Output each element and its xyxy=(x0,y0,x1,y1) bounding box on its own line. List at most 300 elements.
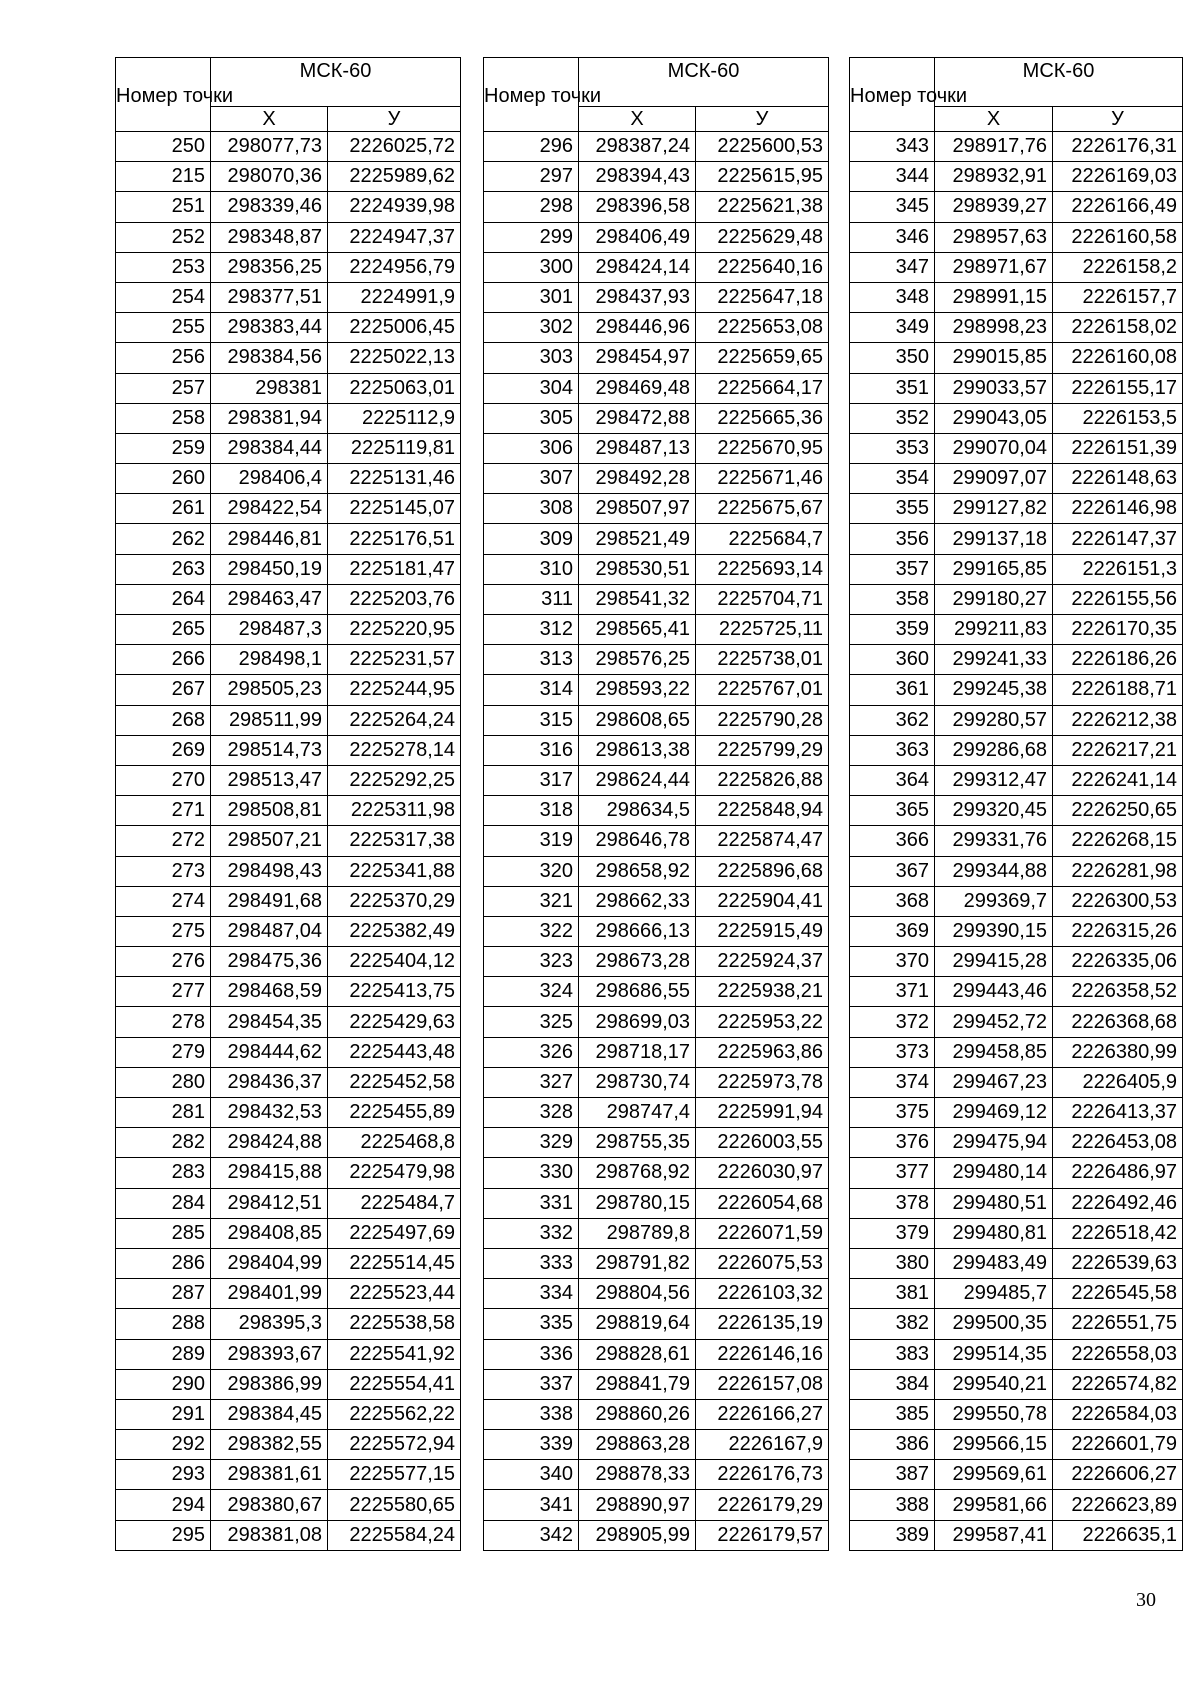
table-row xyxy=(116,222,461,252)
x-coordinate-cell: 298382,55 xyxy=(211,1430,328,1460)
y-coordinate-cell: 2225112,9 xyxy=(328,403,461,433)
point-number-cell: 311 xyxy=(484,584,579,614)
y-coordinate-cell: 2225231,57 xyxy=(328,645,461,675)
y-coordinate-cell: 2225292,25 xyxy=(328,765,461,795)
x-coordinate-cell: 298860,26 xyxy=(579,1399,696,1429)
y-coordinate-cell: 2225523,44 xyxy=(328,1279,461,1309)
table-row xyxy=(116,826,461,856)
y-coordinate-cell: 2226155,17 xyxy=(1053,373,1183,403)
y-coordinate-cell: 2226551,75 xyxy=(1053,1309,1183,1339)
x-coordinate-cell: 299280,57 xyxy=(935,705,1053,735)
y-coordinate-cell: 2225572,94 xyxy=(328,1430,461,1460)
x-coordinate-cell: 298541,32 xyxy=(579,584,696,614)
y-coordinate-cell: 2226167,9 xyxy=(696,1430,829,1460)
y-coordinate-cell: 2226250,65 xyxy=(1053,796,1183,826)
x-coordinate-cell: 298381,61 xyxy=(211,1460,328,1490)
point-number-cell: 321 xyxy=(484,886,579,916)
table-row xyxy=(116,1369,461,1399)
x-coordinate-cell: 298658,92 xyxy=(579,856,696,886)
x-coordinate-cell: 298432,53 xyxy=(211,1098,328,1128)
x-coordinate-cell: 298077,73 xyxy=(211,132,328,162)
table-row xyxy=(850,494,1183,524)
x-coordinate-cell: 298492,28 xyxy=(579,464,696,494)
y-coordinate-cell: 2226179,57 xyxy=(696,1520,829,1550)
point-number-cell: 377 xyxy=(850,1158,935,1188)
x-coordinate-cell: 298487,13 xyxy=(579,433,696,463)
x-coordinate-cell: 298437,93 xyxy=(579,282,696,312)
y-coordinate-cell: 2225370,29 xyxy=(328,886,461,916)
y-coordinate-cell: 2226103,32 xyxy=(696,1279,829,1309)
y-coordinate-cell: 2225665,36 xyxy=(696,403,829,433)
table-row xyxy=(484,373,829,403)
y-coordinate-cell: 2226135,19 xyxy=(696,1309,829,1339)
y-coordinate-cell: 2225119,81 xyxy=(328,433,461,463)
y-coordinate-cell: 2226003,55 xyxy=(696,1128,829,1158)
x-coordinate-cell: 298905,99 xyxy=(579,1520,696,1550)
x-coordinate-cell: 298469,48 xyxy=(579,373,696,403)
table-row xyxy=(116,645,461,675)
point-number-cell: 287 xyxy=(116,1279,211,1309)
table-row xyxy=(116,765,461,795)
table-row xyxy=(484,1098,829,1128)
y-coordinate-cell: 2226176,31 xyxy=(1053,132,1183,162)
table-row xyxy=(850,1309,1183,1339)
x-coordinate-cell: 298508,81 xyxy=(211,796,328,826)
point-number-cell: 262 xyxy=(116,524,211,554)
y-coordinate-cell: 2226268,15 xyxy=(1053,826,1183,856)
point-number-cell: 332 xyxy=(484,1218,579,1248)
point-number-cell: 270 xyxy=(116,765,211,795)
x-coordinate-cell: 298730,74 xyxy=(579,1067,696,1097)
x-coordinate-cell: 298998,23 xyxy=(935,313,1053,343)
table-row xyxy=(116,464,461,494)
x-coordinate-cell: 299015,85 xyxy=(935,343,1053,373)
x-coordinate-cell: 298384,56 xyxy=(211,343,328,373)
y-coordinate-cell: 2226176,73 xyxy=(696,1460,829,1490)
point-number-cell: 382 xyxy=(850,1309,935,1339)
point-number-cell: 298 xyxy=(484,192,579,222)
point-number-cell: 261 xyxy=(116,494,211,524)
table-row xyxy=(484,162,829,192)
y-coordinate-cell: 2225600,53 xyxy=(696,132,829,162)
table-row xyxy=(116,1037,461,1067)
x-coordinate-cell: 298463,47 xyxy=(211,584,328,614)
y-coordinate-cell: 2225725,11 xyxy=(696,615,829,645)
point-number-cell: 327 xyxy=(484,1067,579,1097)
table-row xyxy=(484,1218,829,1248)
x-coordinate-cell: 299097,07 xyxy=(935,464,1053,494)
x-coordinate-cell: 298971,67 xyxy=(935,252,1053,282)
y-coordinate-cell: 2226147,37 xyxy=(1053,524,1183,554)
point-number-cell: 361 xyxy=(850,675,935,705)
point-number-cell: 378 xyxy=(850,1188,935,1218)
table-row xyxy=(116,916,461,946)
x-coordinate-cell: 298514,73 xyxy=(211,735,328,765)
x-coordinate-cell: 298436,37 xyxy=(211,1067,328,1097)
point-number-cell: 293 xyxy=(116,1460,211,1490)
point-number-cell: 344 xyxy=(850,162,935,192)
x-coordinate-cell: 299180,27 xyxy=(935,584,1053,614)
x-coordinate-cell: 298384,44 xyxy=(211,433,328,463)
y-coordinate-cell: 2225497,69 xyxy=(328,1218,461,1248)
x-coordinate-cell: 298747,4 xyxy=(579,1098,696,1128)
y-coordinate-cell: 2225647,18 xyxy=(696,282,829,312)
y-coordinate-cell: 2225429,63 xyxy=(328,1007,461,1037)
table-row xyxy=(116,1188,461,1218)
y-coordinate-cell: 2225468,8 xyxy=(328,1128,461,1158)
y-coordinate-cell: 2226335,06 xyxy=(1053,947,1183,977)
table-row xyxy=(484,1007,829,1037)
table-row xyxy=(484,1460,829,1490)
table-body xyxy=(484,132,829,1551)
table-row xyxy=(850,1188,1183,1218)
x-coordinate-cell: 298634,5 xyxy=(579,796,696,826)
point-number-header: Номер точки xyxy=(484,58,579,132)
x-coordinate-cell: 298699,03 xyxy=(579,1007,696,1037)
x-coordinate-cell: 299452,72 xyxy=(935,1007,1053,1037)
table-row xyxy=(484,615,829,645)
x-coordinate-cell: 298395,3 xyxy=(211,1309,328,1339)
x-coordinate-cell: 298718,17 xyxy=(579,1037,696,1067)
point-number-cell: 342 xyxy=(484,1520,579,1550)
point-number-cell: 345 xyxy=(850,192,935,222)
x-coordinate-cell: 298878,33 xyxy=(579,1460,696,1490)
table-row xyxy=(484,1037,829,1067)
y-coordinate-cell: 2225671,46 xyxy=(696,464,829,494)
point-number-cell: 363 xyxy=(850,735,935,765)
table-row xyxy=(850,1037,1183,1067)
y-coordinate-cell: 2226148,63 xyxy=(1053,464,1183,494)
x-coordinate-cell: 298487,3 xyxy=(211,615,328,645)
point-number-cell: 255 xyxy=(116,313,211,343)
point-number-cell: 349 xyxy=(850,313,935,343)
y-coordinate-cell: 2226188,71 xyxy=(1053,675,1183,705)
point-number-cell: 315 xyxy=(484,705,579,735)
table-row xyxy=(484,1248,829,1278)
y-coordinate-cell: 2225145,07 xyxy=(328,494,461,524)
point-number-cell: 318 xyxy=(484,796,579,826)
y-coordinate-cell: 2226300,53 xyxy=(1053,886,1183,916)
x-coordinate-cell: 298406,4 xyxy=(211,464,328,494)
x-coordinate-cell: 298673,28 xyxy=(579,947,696,977)
point-number-cell: 375 xyxy=(850,1098,935,1128)
x-coordinate-cell: 298505,23 xyxy=(211,675,328,705)
x-coordinate-cell: 298408,85 xyxy=(211,1218,328,1248)
x-coordinate-cell: 298446,96 xyxy=(579,313,696,343)
table-row xyxy=(850,705,1183,735)
y-coordinate-cell: 2226558,03 xyxy=(1053,1339,1183,1369)
table-row xyxy=(484,1128,829,1158)
table-row xyxy=(850,162,1183,192)
coordinate-system-header: МСК-60 xyxy=(579,58,829,107)
y-coordinate-cell: 2225675,67 xyxy=(696,494,829,524)
point-number-cell: 346 xyxy=(850,222,935,252)
table-row xyxy=(850,222,1183,252)
y-coordinate-cell: 2225848,94 xyxy=(696,796,829,826)
point-number-cell: 367 xyxy=(850,856,935,886)
table-row xyxy=(850,1520,1183,1550)
y-coordinate-cell: 2226170,35 xyxy=(1053,615,1183,645)
y-coordinate-cell: 2226315,26 xyxy=(1053,916,1183,946)
table-row xyxy=(116,1158,461,1188)
x-coordinate-cell: 298511,99 xyxy=(211,705,328,735)
table-row xyxy=(484,494,829,524)
table-row xyxy=(116,584,461,614)
y-coordinate-cell: 2225615,95 xyxy=(696,162,829,192)
x-coordinate-cell: 298339,46 xyxy=(211,192,328,222)
y-coordinate-cell: 2225693,14 xyxy=(696,554,829,584)
point-number-cell: 268 xyxy=(116,705,211,735)
y-coordinate-cell: 2225621,38 xyxy=(696,192,829,222)
y-coordinate-cell: 2225664,17 xyxy=(696,373,829,403)
x-header: Х xyxy=(579,107,696,132)
y-coordinate-cell: 2225541,92 xyxy=(328,1339,461,1369)
table-row xyxy=(850,977,1183,1007)
point-number-cell: 309 xyxy=(484,524,579,554)
x-coordinate-cell: 299165,85 xyxy=(935,554,1053,584)
table-row xyxy=(850,282,1183,312)
y-coordinate-cell: 2225904,41 xyxy=(696,886,829,916)
table-row xyxy=(116,1490,461,1520)
point-number-cell: 356 xyxy=(850,524,935,554)
x-coordinate-cell: 298939,27 xyxy=(935,192,1053,222)
point-number-cell: 348 xyxy=(850,282,935,312)
point-number-cell: 282 xyxy=(116,1128,211,1158)
table-row xyxy=(484,826,829,856)
y-coordinate-cell: 2225203,76 xyxy=(328,584,461,614)
table-row xyxy=(116,373,461,403)
x-coordinate-cell: 299469,12 xyxy=(935,1098,1053,1128)
x-coordinate-cell: 298381 xyxy=(211,373,328,403)
point-number-cell: 370 xyxy=(850,947,935,977)
y-coordinate-cell: 2226157,08 xyxy=(696,1369,829,1399)
point-number-cell: 326 xyxy=(484,1037,579,1067)
table-row xyxy=(484,1158,829,1188)
table-row xyxy=(850,1279,1183,1309)
point-number-cell: 292 xyxy=(116,1430,211,1460)
x-coordinate-cell: 298406,49 xyxy=(579,222,696,252)
y-coordinate-cell: 2225973,78 xyxy=(696,1067,829,1097)
table-row xyxy=(116,705,461,735)
y-coordinate-cell: 2226635,1 xyxy=(1053,1520,1183,1550)
point-number-cell: 300 xyxy=(484,252,579,282)
y-coordinate-cell: 2225896,68 xyxy=(696,856,829,886)
table-row xyxy=(116,1520,461,1550)
y-coordinate-cell: 2226623,89 xyxy=(1053,1490,1183,1520)
coordinate-system-header: МСК-60 xyxy=(935,58,1183,107)
x-coordinate-cell: 298768,92 xyxy=(579,1158,696,1188)
point-number-cell: 263 xyxy=(116,554,211,584)
table-row xyxy=(484,735,829,765)
table-row xyxy=(850,1460,1183,1490)
point-number-cell: 372 xyxy=(850,1007,935,1037)
y-coordinate-cell: 2226166,49 xyxy=(1053,192,1183,222)
point-number-cell: 331 xyxy=(484,1188,579,1218)
y-coordinate-cell: 2226151,3 xyxy=(1053,554,1183,584)
point-number-cell: 334 xyxy=(484,1279,579,1309)
table-row xyxy=(850,947,1183,977)
y-coordinate-cell: 2225131,46 xyxy=(328,464,461,494)
point-number-cell: 376 xyxy=(850,1128,935,1158)
x-coordinate-cell: 298446,81 xyxy=(211,524,328,554)
point-number-cell: 256 xyxy=(116,343,211,373)
x-coordinate-cell: 298387,24 xyxy=(579,132,696,162)
y-coordinate-cell: 2225538,58 xyxy=(328,1309,461,1339)
x-coordinate-cell: 298646,78 xyxy=(579,826,696,856)
x-coordinate-cell: 298424,14 xyxy=(579,252,696,282)
y-coordinate-cell: 2226186,26 xyxy=(1053,645,1183,675)
point-number-cell: 358 xyxy=(850,584,935,614)
table-row xyxy=(116,615,461,645)
y-coordinate-cell: 2225452,58 xyxy=(328,1067,461,1097)
coordinates-table-1 xyxy=(115,57,461,1551)
y-coordinate-cell: 2226146,98 xyxy=(1053,494,1183,524)
y-coordinate-cell: 2225264,24 xyxy=(328,705,461,735)
point-number-cell: 384 xyxy=(850,1369,935,1399)
point-number-cell: 316 xyxy=(484,735,579,765)
table-row xyxy=(850,1430,1183,1460)
x-coordinate-cell: 298662,33 xyxy=(579,886,696,916)
y-coordinate-cell: 2225874,47 xyxy=(696,826,829,856)
table-row xyxy=(850,1218,1183,1248)
y-coordinate-cell: 2226160,08 xyxy=(1053,343,1183,373)
y-coordinate-cell: 2226518,42 xyxy=(1053,1218,1183,1248)
point-number-cell: 286 xyxy=(116,1248,211,1278)
table-row xyxy=(850,645,1183,675)
table-row xyxy=(484,1430,829,1460)
coordinates-table-3 xyxy=(849,57,1183,1551)
x-coordinate-cell: 298780,15 xyxy=(579,1188,696,1218)
table-row xyxy=(850,826,1183,856)
y-coordinate-cell: 2226075,53 xyxy=(696,1248,829,1278)
x-coordinate-cell: 298789,8 xyxy=(579,1218,696,1248)
point-number-cell: 368 xyxy=(850,886,935,916)
point-number-cell: 340 xyxy=(484,1460,579,1490)
x-coordinate-cell: 298819,64 xyxy=(579,1309,696,1339)
point-number-cell: 383 xyxy=(850,1339,935,1369)
x-coordinate-cell: 298828,61 xyxy=(579,1339,696,1369)
point-number-cell: 379 xyxy=(850,1218,935,1248)
x-coordinate-cell: 298498,1 xyxy=(211,645,328,675)
y-coordinate-cell: 2226157,7 xyxy=(1053,282,1183,312)
table-row xyxy=(850,1128,1183,1158)
x-coordinate-cell: 299569,61 xyxy=(935,1460,1053,1490)
point-number-cell: 374 xyxy=(850,1067,935,1097)
point-number-cell: 336 xyxy=(484,1339,579,1369)
table-row xyxy=(116,1128,461,1158)
y-coordinate-cell: 2226545,58 xyxy=(1053,1279,1183,1309)
x-coordinate-cell: 299485,7 xyxy=(935,1279,1053,1309)
x-coordinate-cell: 299480,14 xyxy=(935,1158,1053,1188)
x-coordinate-cell: 298530,51 xyxy=(579,554,696,584)
y-coordinate-cell: 2225176,51 xyxy=(328,524,461,554)
x-coordinate-cell: 299241,33 xyxy=(935,645,1053,675)
table-row xyxy=(116,735,461,765)
x-coordinate-cell: 299587,41 xyxy=(935,1520,1053,1550)
table-row xyxy=(484,1369,829,1399)
x-coordinate-cell: 299550,78 xyxy=(935,1399,1053,1429)
x-coordinate-cell: 299127,82 xyxy=(935,494,1053,524)
x-coordinate-cell: 299443,46 xyxy=(935,977,1053,1007)
point-number-cell: 266 xyxy=(116,645,211,675)
point-number-cell: 328 xyxy=(484,1098,579,1128)
table-row xyxy=(484,524,829,554)
point-number-cell: 317 xyxy=(484,765,579,795)
y-coordinate-cell: 2225404,12 xyxy=(328,947,461,977)
table-row xyxy=(484,1520,829,1550)
point-number-cell: 325 xyxy=(484,1007,579,1037)
x-coordinate-cell: 298498,43 xyxy=(211,856,328,886)
y-coordinate-cell: 2225006,45 xyxy=(328,313,461,343)
x-coordinate-cell: 298454,35 xyxy=(211,1007,328,1037)
y-coordinate-cell: 2226030,97 xyxy=(696,1158,829,1188)
y-coordinate-cell: 2226179,29 xyxy=(696,1490,829,1520)
y-coordinate-cell: 2225022,13 xyxy=(328,343,461,373)
point-number-cell: 257 xyxy=(116,373,211,403)
point-number-cell: 296 xyxy=(484,132,579,162)
y-coordinate-cell: 2225938,21 xyxy=(696,977,829,1007)
point-number-cell: 283 xyxy=(116,1158,211,1188)
table-row xyxy=(484,433,829,463)
table-row xyxy=(116,1007,461,1037)
table-row xyxy=(850,1248,1183,1278)
table-row xyxy=(850,343,1183,373)
y-coordinate-cell: 2224939,98 xyxy=(328,192,461,222)
table-row xyxy=(484,584,829,614)
point-number-cell: 320 xyxy=(484,856,579,886)
x-coordinate-cell: 298393,67 xyxy=(211,1339,328,1369)
point-number-cell: 335 xyxy=(484,1309,579,1339)
table-row xyxy=(484,1490,829,1520)
x-header: Х xyxy=(211,107,328,132)
x-coordinate-cell: 298383,44 xyxy=(211,313,328,343)
x-coordinate-cell: 299415,28 xyxy=(935,947,1053,977)
y-header: У xyxy=(328,107,461,132)
point-number-cell: 215 xyxy=(116,162,211,192)
y-coordinate-cell: 2225738,01 xyxy=(696,645,829,675)
y-coordinate-cell: 2224991,9 xyxy=(328,282,461,312)
point-number-cell: 357 xyxy=(850,554,935,584)
point-number-cell: 291 xyxy=(116,1399,211,1429)
table-body xyxy=(116,132,461,1551)
y-coordinate-cell: 2225413,75 xyxy=(328,977,461,1007)
point-number-cell: 264 xyxy=(116,584,211,614)
x-coordinate-cell: 298475,36 xyxy=(211,947,328,977)
point-number-cell: 265 xyxy=(116,615,211,645)
y-coordinate-cell: 2225989,62 xyxy=(328,162,461,192)
table-row xyxy=(116,252,461,282)
table-row xyxy=(484,765,829,795)
y-coordinate-cell: 2225684,7 xyxy=(696,524,829,554)
x-coordinate-cell: 298917,76 xyxy=(935,132,1053,162)
y-coordinate-cell: 2226413,37 xyxy=(1053,1098,1183,1128)
point-number-cell: 250 xyxy=(116,132,211,162)
table-row xyxy=(116,403,461,433)
table-row xyxy=(850,192,1183,222)
y-coordinate-cell: 2226158,02 xyxy=(1053,313,1183,343)
x-coordinate-cell: 298424,88 xyxy=(211,1128,328,1158)
table-row xyxy=(484,856,829,886)
point-number-cell: 289 xyxy=(116,1339,211,1369)
table-row xyxy=(484,1188,829,1218)
y-coordinate-cell: 2225317,38 xyxy=(328,826,461,856)
y-coordinate-cell: 2225562,22 xyxy=(328,1399,461,1429)
y-coordinate-cell: 2225244,95 xyxy=(328,675,461,705)
x-coordinate-cell: 298804,56 xyxy=(579,1279,696,1309)
point-number-cell: 284 xyxy=(116,1188,211,1218)
x-coordinate-cell: 299566,15 xyxy=(935,1430,1053,1460)
x-coordinate-cell: 298444,62 xyxy=(211,1037,328,1067)
